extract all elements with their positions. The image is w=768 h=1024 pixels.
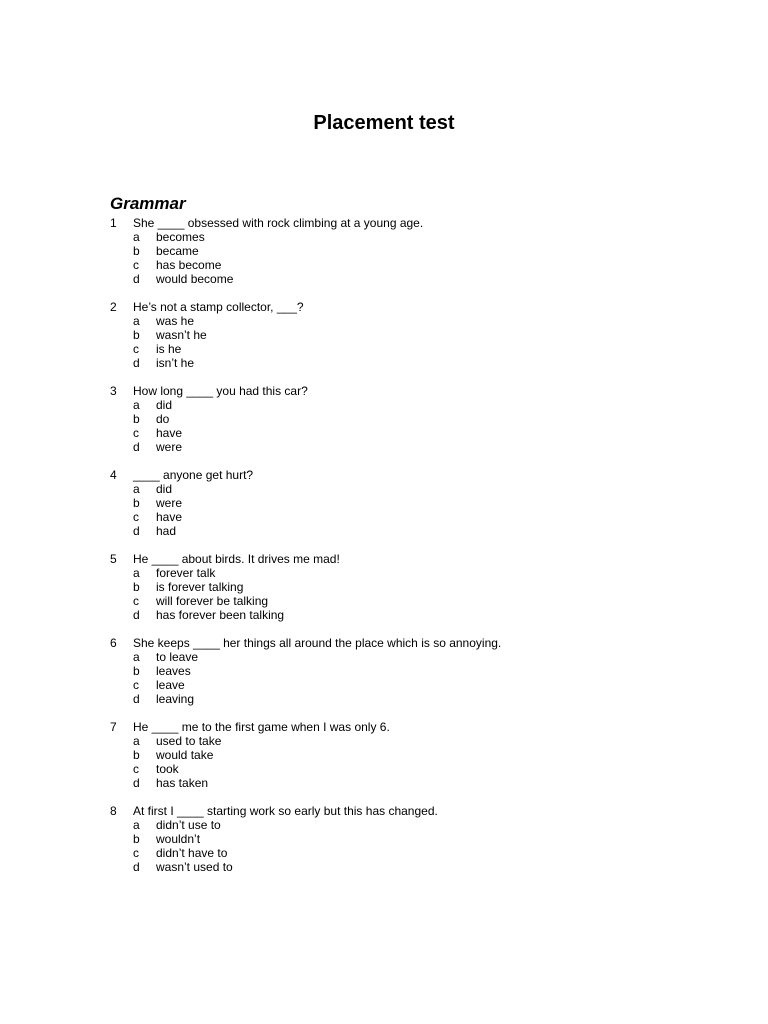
question-1 bbox=[110, 216, 730, 300]
answer-option-b bbox=[110, 244, 730, 258]
option-text: leaves bbox=[156, 664, 191, 678]
option-text: wasn’t used to bbox=[156, 860, 233, 874]
answer-option-a bbox=[110, 314, 730, 328]
option-letter: d bbox=[133, 524, 140, 538]
answer-option-d bbox=[110, 860, 730, 874]
option-letter: c bbox=[133, 678, 139, 692]
option-text: wouldn’t bbox=[156, 832, 201, 846]
question-number: 5 bbox=[110, 552, 117, 566]
option-letter: a bbox=[133, 650, 140, 664]
question-stem bbox=[110, 468, 730, 482]
question-3 bbox=[110, 384, 730, 468]
option-letter: a bbox=[133, 482, 140, 496]
question-stem bbox=[110, 636, 730, 650]
answer-option-c bbox=[110, 510, 730, 524]
question-number: 1 bbox=[110, 216, 117, 230]
answer-option-a bbox=[110, 230, 730, 244]
option-text: becomes bbox=[156, 230, 205, 244]
question-text: He ____ about birds. It drives me mad! bbox=[133, 552, 340, 566]
section-heading-grammar: Grammar bbox=[110, 194, 186, 213]
answer-option-a bbox=[110, 566, 730, 580]
option-text: have bbox=[156, 426, 183, 440]
question-text: He ____ me to the first game when I was only 6. bbox=[133, 720, 390, 734]
option-letter: d bbox=[133, 272, 140, 286]
option-letter: b bbox=[133, 244, 140, 258]
option-letter: a bbox=[133, 818, 140, 832]
option-text: will forever be talking bbox=[156, 594, 269, 608]
question-6 bbox=[110, 636, 730, 720]
option-text: forever talk bbox=[156, 566, 216, 580]
answer-option-c bbox=[110, 678, 730, 692]
option-letter: b bbox=[133, 580, 140, 594]
option-text: leave bbox=[156, 678, 185, 692]
option-letter: a bbox=[133, 314, 140, 328]
option-text: isn’t he bbox=[156, 356, 195, 370]
option-text: didn’t use to bbox=[156, 818, 221, 832]
option-letter: c bbox=[133, 510, 139, 524]
question-8 bbox=[110, 804, 730, 888]
option-text: were bbox=[156, 496, 183, 510]
question-list bbox=[110, 216, 730, 888]
option-text: is forever talking bbox=[156, 580, 244, 594]
question-text: He’s not a stamp collector, ___? bbox=[133, 300, 304, 314]
answer-option-c bbox=[110, 594, 730, 608]
answer-option-c bbox=[110, 426, 730, 440]
option-letter: d bbox=[133, 440, 140, 454]
option-text: did bbox=[156, 482, 173, 496]
option-text: took bbox=[156, 762, 179, 776]
option-letter: d bbox=[133, 776, 140, 790]
option-letter: c bbox=[133, 258, 139, 272]
option-letter: b bbox=[133, 496, 140, 510]
question-7 bbox=[110, 720, 730, 804]
answer-option-d bbox=[110, 776, 730, 790]
question-number: 8 bbox=[110, 804, 117, 818]
question-text: ____ anyone get hurt? bbox=[133, 468, 254, 482]
option-text: didn’t have to bbox=[156, 846, 228, 860]
option-text: leaving bbox=[156, 692, 195, 706]
answer-option-b bbox=[110, 328, 730, 342]
question-number: 4 bbox=[110, 468, 117, 482]
option-text: have bbox=[156, 510, 183, 524]
option-text: used to take bbox=[156, 734, 222, 748]
question-stem bbox=[110, 552, 730, 566]
option-text: is he bbox=[156, 342, 182, 356]
question-text: She ____ obsessed with rock climbing at a young age. bbox=[133, 216, 424, 230]
option-text: would take bbox=[156, 748, 214, 762]
answer-option-d bbox=[110, 524, 730, 538]
option-text: do bbox=[156, 412, 170, 426]
question-4 bbox=[110, 468, 730, 552]
option-letter: d bbox=[133, 860, 140, 874]
option-letter: a bbox=[133, 398, 140, 412]
question-2 bbox=[110, 300, 730, 384]
question-number: 7 bbox=[110, 720, 117, 734]
answer-option-c bbox=[110, 258, 730, 272]
option-letter: d bbox=[133, 356, 140, 370]
option-letter: b bbox=[133, 664, 140, 678]
answer-option-b bbox=[110, 496, 730, 510]
question-number: 3 bbox=[110, 384, 117, 398]
answer-option-d bbox=[110, 440, 730, 454]
answer-option-c bbox=[110, 846, 730, 860]
answer-option-d bbox=[110, 692, 730, 706]
question-number: 2 bbox=[110, 300, 117, 314]
option-letter: c bbox=[133, 846, 139, 860]
answer-option-a bbox=[110, 482, 730, 496]
option-letter: a bbox=[133, 566, 140, 580]
option-letter: d bbox=[133, 608, 140, 622]
answer-option-b bbox=[110, 580, 730, 594]
page-title: Placement test bbox=[313, 112, 455, 134]
answer-option-d bbox=[110, 272, 730, 286]
option-letter: c bbox=[133, 426, 139, 440]
option-text: were bbox=[156, 440, 183, 454]
option-letter: c bbox=[133, 594, 139, 608]
option-text: would become bbox=[156, 272, 234, 286]
answer-option-d bbox=[110, 608, 730, 622]
question-text: At first I ____ starting work so early but this has changed. bbox=[133, 804, 438, 818]
question-stem bbox=[110, 216, 730, 230]
option-text: was he bbox=[156, 314, 195, 328]
option-letter: a bbox=[133, 734, 140, 748]
answer-option-a bbox=[110, 818, 730, 832]
answer-option-a bbox=[110, 398, 730, 412]
option-letter: b bbox=[133, 412, 140, 426]
option-text: became bbox=[156, 244, 199, 258]
option-text: has become bbox=[156, 258, 222, 272]
answer-option-a bbox=[110, 734, 730, 748]
answer-option-d bbox=[110, 356, 730, 370]
option-text: to leave bbox=[156, 650, 199, 664]
question-5 bbox=[110, 552, 730, 636]
question-stem bbox=[110, 804, 730, 818]
option-letter: a bbox=[133, 230, 140, 244]
option-text: has forever been talking bbox=[156, 608, 285, 622]
question-stem bbox=[110, 384, 730, 398]
answer-option-c bbox=[110, 342, 730, 356]
option-letter: d bbox=[133, 692, 140, 706]
question-stem bbox=[110, 300, 730, 314]
question-text: How long ____ you had this car? bbox=[133, 384, 308, 398]
option-text: wasn’t he bbox=[156, 328, 207, 342]
option-letter: c bbox=[133, 762, 139, 776]
option-letter: b bbox=[133, 328, 140, 342]
answer-option-a bbox=[110, 650, 730, 664]
option-letter: b bbox=[133, 832, 140, 846]
option-letter: b bbox=[133, 748, 140, 762]
answer-option-c bbox=[110, 762, 730, 776]
question-text: She keeps ____ her things all around the place which is so annoying. bbox=[133, 636, 502, 650]
answer-option-b bbox=[110, 832, 730, 846]
question-number: 6 bbox=[110, 636, 117, 650]
option-text: had bbox=[156, 524, 177, 538]
option-text: did bbox=[156, 398, 173, 412]
answer-option-b bbox=[110, 748, 730, 762]
question-stem bbox=[110, 720, 730, 734]
answer-option-b bbox=[110, 664, 730, 678]
option-letter: c bbox=[133, 342, 139, 356]
option-text: has taken bbox=[156, 776, 209, 790]
answer-option-b bbox=[110, 412, 730, 426]
